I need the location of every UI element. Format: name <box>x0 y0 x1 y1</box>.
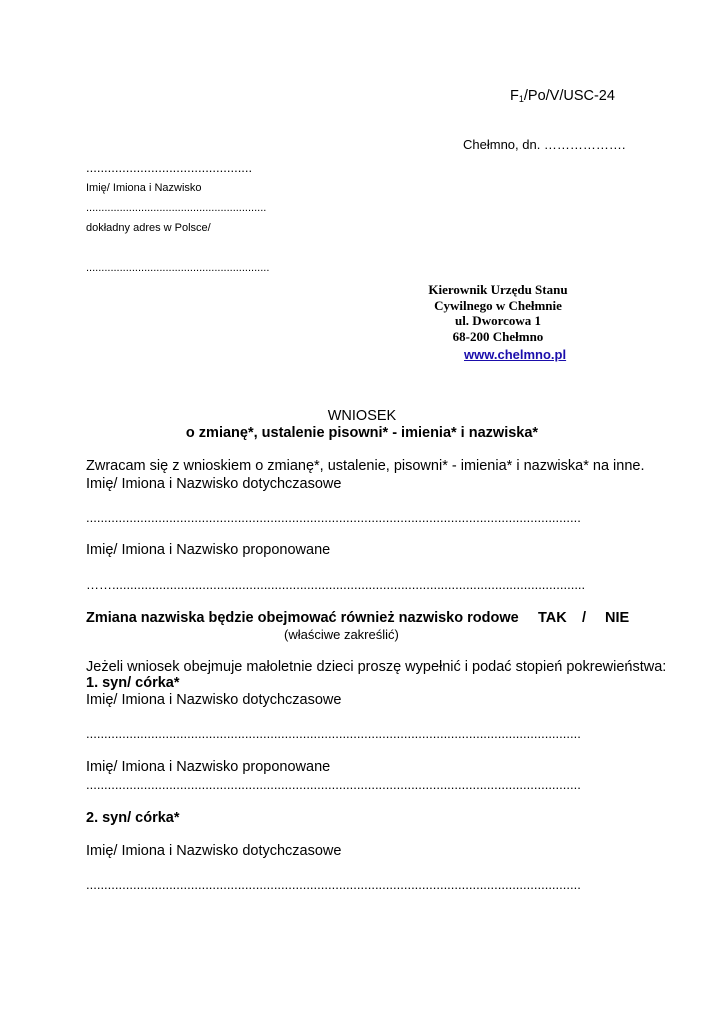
family-name-question: Zmiana nazwiska będzie obejmować również nazwisko rodowe <box>86 610 519 626</box>
current-name-field[interactable]: ......................................................................................................................................... <box>86 510 581 525</box>
document-title: WNIOSEK <box>327 408 397 424</box>
child-2-current-field[interactable]: ......................................................................................................................................... <box>86 877 581 892</box>
sender-name-dots[interactable]: .............................................. <box>86 160 253 175</box>
proposed-name-field[interactable]: ……................................................................................................................................... <box>86 577 586 592</box>
intro-text: Zwracam się z wnioskiem o zmianę*, ustalenie, pisowni* - imienia* i nazwiska* na inne. <box>86 458 645 474</box>
sender-address-dots[interactable]: ........................................................... <box>86 202 267 214</box>
option-yes[interactable]: TAK <box>538 610 567 626</box>
child-1-current-label: Imię/ Imiona i Nazwisko dotychczasowe <box>86 692 342 708</box>
sender-address-dots-2[interactable]: ............................................................ <box>86 262 270 274</box>
child-1-proposed-field[interactable]: ......................................................................................................................................... <box>86 777 581 792</box>
form-code-rest: /Po/V/USC-24 <box>523 88 615 104</box>
proposed-name-label: Imię/ Imiona i Nazwisko proponowane <box>86 542 331 558</box>
document-subtitle: o zmianę*, ustalenie pisowni* - imienia* i nazwiska* <box>185 425 539 441</box>
form-code-prefix: F <box>510 88 519 104</box>
form-code-sub: 1 <box>518 94 524 104</box>
website-link[interactable]: www.chelmno.pl <box>464 347 567 362</box>
sender-address-label: dokładny adres w Polsce/ <box>86 222 211 234</box>
current-name-label: Imię/ Imiona i Nazwisko dotychczasowe <box>86 476 342 492</box>
form-code <box>510 88 615 104</box>
option-no[interactable]: NIE <box>605 610 630 626</box>
mark-hint: (właściwe zakreślić) <box>284 627 399 642</box>
recipient-line-2: Cywilnego w Chełmnie <box>434 297 562 313</box>
recipient-address <box>410 282 586 344</box>
recipient-line-1: Kierownik Urzędu Stanu <box>428 282 568 297</box>
recipient-line-3: ul. Dworcowa 1 <box>454 313 542 328</box>
child-1-current-field[interactable]: ......................................................................................................................................... <box>86 726 581 741</box>
option-separator: / <box>582 610 587 626</box>
sender-name-label: Imię/ Imiona i Nazwisko <box>86 182 202 194</box>
child-2-current-label: Imię/ Imiona i Nazwisko dotychczasowe <box>86 843 342 859</box>
recipient-line-4: 68-200 Chełmno <box>452 328 544 344</box>
child-1-heading: 1. syn/ córka* <box>86 675 180 691</box>
children-intro: Jeżeli wniosek obejmuje małoletnie dzieci proszę wypełnić i podać stopień pokrewieństwa: <box>86 659 667 675</box>
place-date[interactable]: Chełmno, dn. ………………. <box>463 137 626 152</box>
child-1-proposed-label: Imię/ Imiona i Nazwisko proponowane <box>86 759 331 775</box>
child-2-heading: 2. syn/ córka* <box>86 810 180 826</box>
